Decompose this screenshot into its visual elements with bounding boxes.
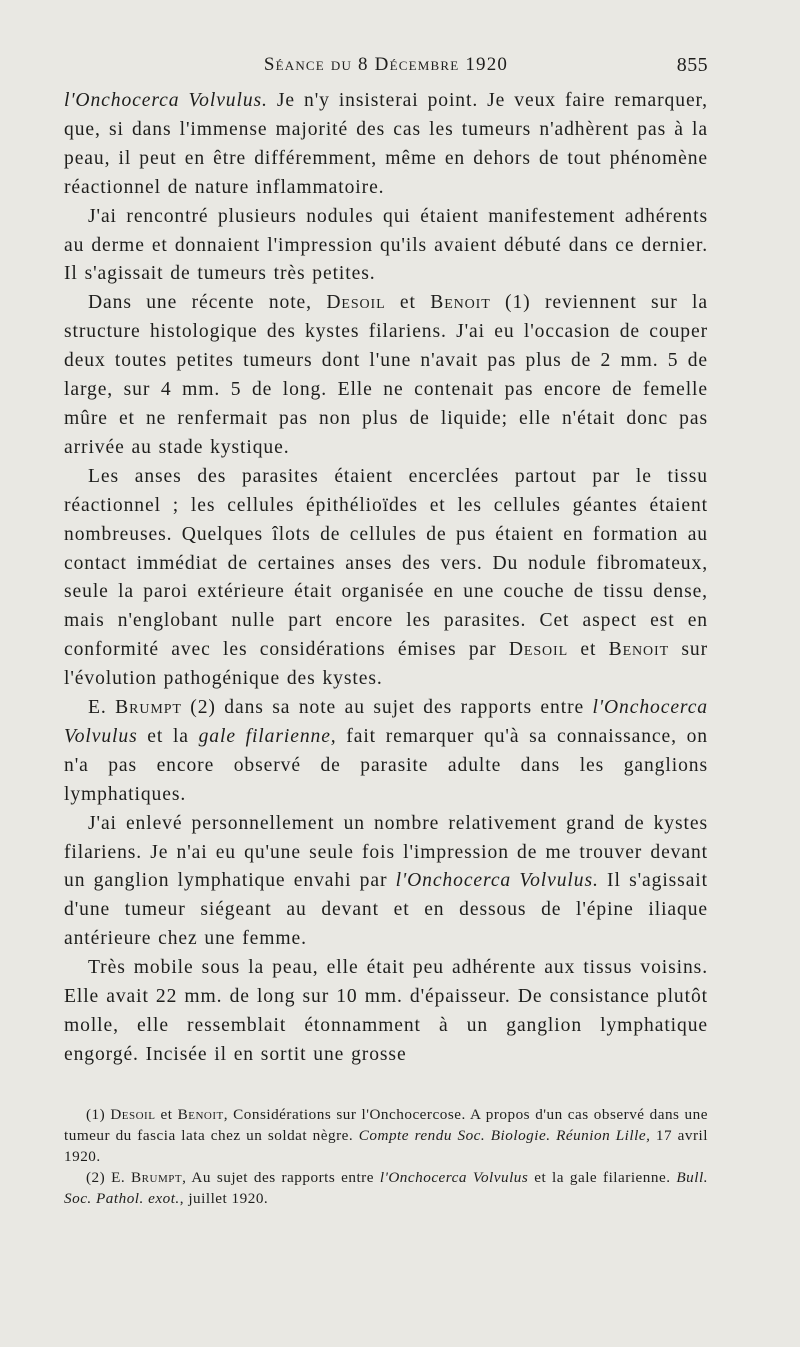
text-run: Les anses des parasites étaient encerclées partout par le tissu réactionnel ; les cellules épithélioïdes et les cellules géantes étaient nombreuses. Quelques îlots de cellules de pus étaient en formation au contact immédiat de certaines anses des vers. Du nodule fibromateux, seule la paroi extérieure était organisée en une couche de tissu dense, mais n'englobant nulle part encore les parasites. Cet aspect est en conformité avec les considérations émises par <box>64 465 708 661</box>
text-run: fait remarquer qu'à sa connaissance, on n'a pas encore observé de parasite adulte dans les ganglions lymphatiques. <box>64 725 708 805</box>
species-name: l'Onchocerca Volvulus. <box>395 870 599 892</box>
text-run: , Au sujet des rapports entre <box>182 1168 380 1186</box>
paragraph-3 <box>64 289 708 462</box>
text-run: sur l'évolution pathogénique des kystes. <box>64 639 708 690</box>
text-run: Il s'agissait d'une tumeur siégeant au devant et en dessous de l'épine iliaque antérieure chez une femme. <box>64 870 708 950</box>
text-run: et la <box>137 725 199 747</box>
paragraph-7: Très mobile sous la peau, elle était peu adhérente aux tissus voisins. Elle avait 22 mm. de long sur 10 mm. d'épaisseur. De consistance plutôt molle, elle ressemblait étonnamment à un ganglion lymphatique engorgé. Incisée il en sortit une grosse <box>64 957 708 1065</box>
author-name: Desoil <box>508 639 569 661</box>
text-run: (2) dans sa note au sujet des rapports entre <box>181 697 593 719</box>
species-name: l'Onchocerca Volvulus <box>379 1168 529 1186</box>
paragraph-4 <box>64 463 708 694</box>
running-header <box>64 46 708 86</box>
text-run: , juillet 1920. <box>179 1189 269 1207</box>
text-run: J'ai enlevé personnellement un nombre relativement grand de kystes filariens. Je n'ai eu qu'une seule fois l'impression de me trouver devant un ganglion lymphatique envahi par <box>64 812 708 892</box>
text-run: et <box>568 639 609 661</box>
paragraph-6 <box>64 810 708 955</box>
body-text <box>64 87 708 1070</box>
author-name: Desoil <box>326 292 386 314</box>
author-name: Benoit <box>177 1105 224 1123</box>
paragraph-5 <box>64 694 708 810</box>
disease-name: gale filarienne, <box>198 725 337 747</box>
species-name: l'Onchocerca Volvulus <box>64 697 709 747</box>
text-run: Dans une récente note, <box>88 292 327 314</box>
paragraph-1 <box>64 87 708 203</box>
footnotes <box>64 1104 708 1209</box>
author-name: Benoit <box>608 639 670 661</box>
text-run: E. <box>88 697 116 719</box>
author-name: Brumpt <box>115 697 182 719</box>
paragraph-2: J'ai rencontré plusieurs nodules qui étaient manifestement adhérents au derme et donnaient l'impression qu'ils avaient débuté dans ce dernier. Il s'agissait de tumeurs très petites. <box>64 205 708 285</box>
author-name: Desoil <box>110 1105 156 1123</box>
text-run: , Considérations sur l'Onchocercose. A propos d'un cas observé dans une tumeur du fascia lata chez un soldat nègre. <box>64 1105 708 1144</box>
text-run: et la gale filarienne. <box>528 1168 677 1186</box>
text-run: et <box>155 1105 178 1123</box>
running-header-title: Séance du 8 Décembre 1920 <box>263 54 509 75</box>
author-name: Benoit <box>430 292 491 314</box>
text-run: (2) E. <box>86 1168 132 1186</box>
journal-citation: Bull. Soc. Pathol. exot. <box>64 1168 708 1207</box>
page-number: 855 <box>676 54 708 76</box>
text-run: 17 avril 1920. <box>64 1126 708 1165</box>
footnote-2 <box>64 1167 708 1209</box>
text-run: et <box>385 292 431 314</box>
text-run: (1) reviennent sur la structure histologique des kystes filariens. J'ai eu l'occasion de couper deux toutes petites tumeurs dont l'une n'avait pas plus de 2 mm. 5 de large, sur 4 mm. 5 de long. Elle ne contenait pas encore de femelle mûre et ne renfermait pas non plus de liquide; elle n'était donc pas arrivée au stade kystique. <box>64 292 708 458</box>
footnote-1 <box>64 1104 708 1167</box>
species-name: l'Onchocerca Volvulus. <box>64 90 268 111</box>
journal-citation: Compte rendu Soc. Biologie. Réunion Lille, <box>358 1126 651 1144</box>
text-run: Je n'y insisterai point. Je veux faire remarquer, que, si dans l'immense majorité des cas les tumeurs n'adhèrent pas à la peau, il peut en être différemment, même en dehors de tout phénomène réactionnel de nature inflammatoire. <box>64 90 708 198</box>
text-run: (1) <box>86 1105 111 1123</box>
author-name: Brumpt <box>131 1168 183 1186</box>
